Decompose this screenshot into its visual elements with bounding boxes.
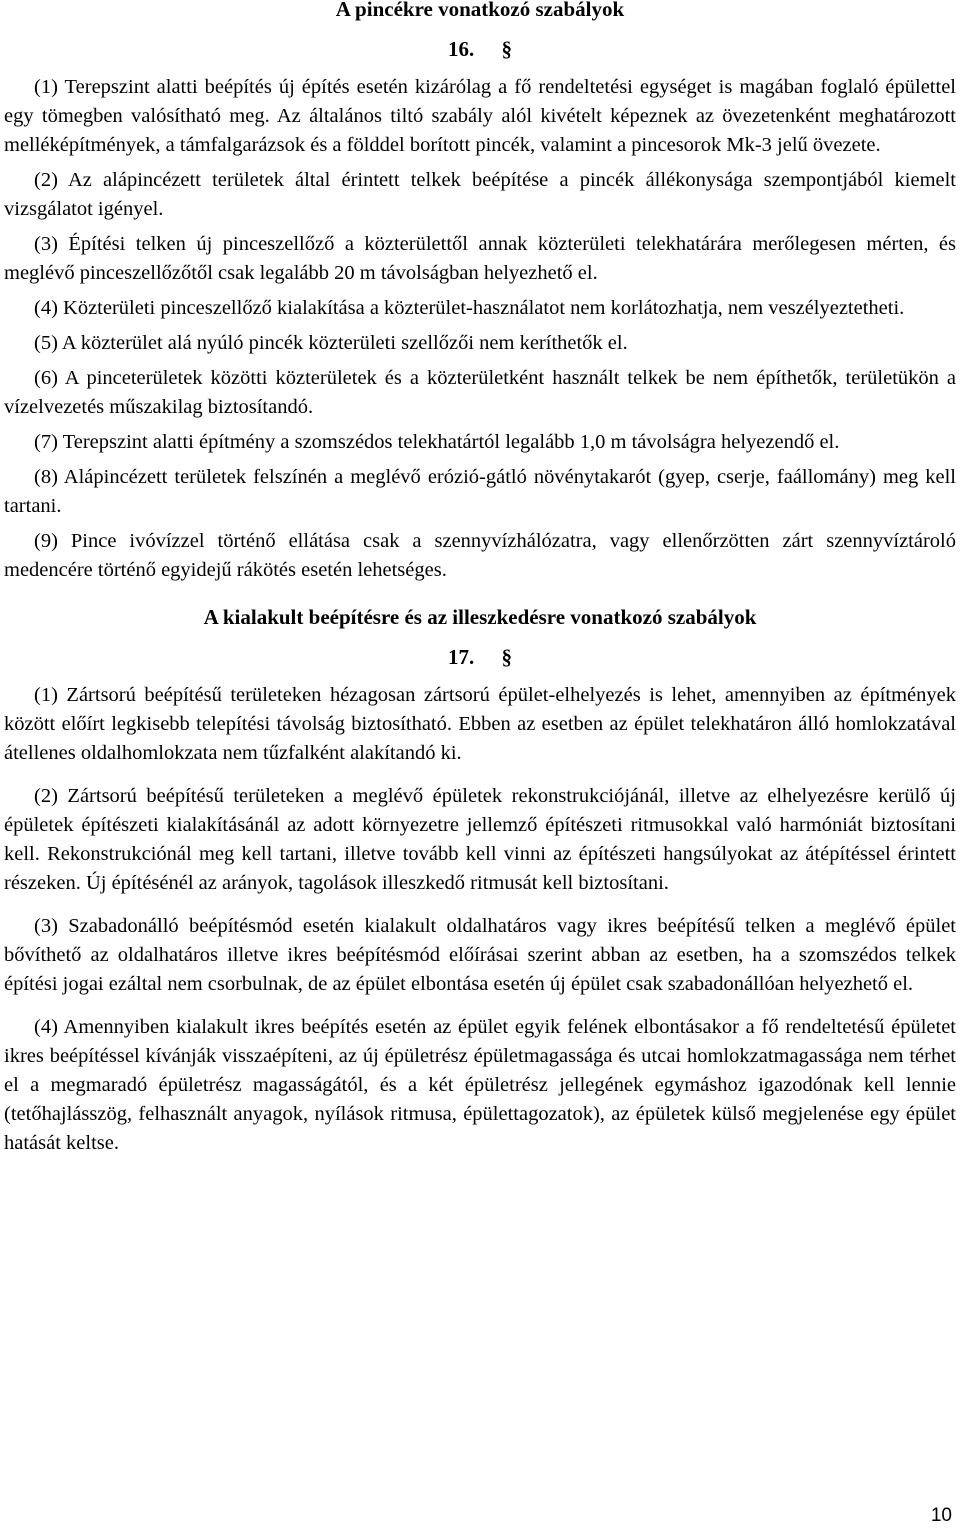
- section-16-title: A pincékre vonatkozó szabályok: [335, 0, 625, 21]
- section-17-body: [4, 681, 956, 1158]
- section-17-number: 17. §: [448, 645, 512, 669]
- paragraph-17-1: (1) Zártsorú beépítésű területeken hézagosan zártsorú épület-elhelyezés is lehet, amennyiben az építmények között előírt legkisebb telepítési távolság biztosítható. Ebben az esetben az épület telekhatáron álló homlokzatával átellenes oldalhomlokzata nem tűzfalként alakítandó ki.: [4, 684, 956, 764]
- paragraph-16-9: (9) Pince ivóvízzel történő ellátása csak a szennyvízhálózatra, vagy ellenőrzötten zárt szennyvíztároló medencére történő egyidejű rákötés esetén lehetséges.: [4, 530, 956, 581]
- paragraph-16-5: (5) A közterület alá nyúló pincék közterületi szellőzői nem keríthetők el.: [34, 332, 628, 354]
- section-16-body: [4, 73, 956, 585]
- paragraph-16-1: (1) Terepszint alatti beépítés új építés esetén kizárólag a fő rendeltetési egységet is magában foglaló épülettel egy tömegben valósítható meg. Az általános tiltó szabály alól kivételt képeznek az övezetenként meghatározott melléképítmények, a támfalgarázsok és a földdel borított pincék, valamint a pincesorok Mk-3 jelű övezete.: [4, 76, 956, 156]
- section-16-number: 16. §: [448, 37, 512, 61]
- paragraph-17-4: (4) Amennyiben kialakult ikres beépítés esetén az épület egyik felének elbontásakor a fő rendeltetésű épületet ikres beépítéssel kívánják visszaépíteni, az új épületrész épületmagassága és utcai homlokzatmagassága nem térhet el a megmaradó épületrész magasságától, és a két épületrész jellegének egymáshoz igazodónak kell lennie (tetőhajlásszög, felhasznált anyagok, nyílások ritmusa, épülettagozatok), az épületek külső megjelenése egy épület hatását keltse.: [4, 1016, 956, 1154]
- paragraph-16-3: (3) Építési telken új pinceszellőző a közterülettől annak közterületi telekhatárára merőlegesen mérten, és meglévő pinceszellőzőtől csak legalább 20 m távolságban helyezhető el.: [4, 233, 956, 284]
- paragraph-17-2: (2) Zártsorú beépítésű területeken a meglévő épületek rekonstrukciójánál, illetve az elhelyezésre kerülő új épületek építészeti kialakításánál az adott környezetre jellemző építészeti ritmusokkal való harmóniát biztosítani kell. Rekonstrukciónál meg kell tartani, illetve tovább kell vinni az építészeti hangsúlyokat az átépítéssel érintett részeken. Új építésénél az arányok, tagolások illeszkedő ritmusát kell biztosítani.: [4, 785, 956, 894]
- section-17-title: A kialakult beépítésre és az illeszkedésre vonatkozó szabályok: [203, 605, 757, 629]
- paragraph-16-2: (2) Az alápincézett területek által érintett telkek beépítése a pincék állékonysága szempontjából kiemelt vizsgálatot igényel.: [4, 169, 956, 220]
- paragraph-16-7: (7) Terepszint alatti építmény a szomszédos telekhatártól legalább 1,0 m távolságra helyezendő el.: [34, 431, 840, 453]
- paragraph-16-4: (4) Közterületi pinceszellőző kialakítása a közterület-használatot nem korlátozhatja, nem veszélyeztetheti.: [34, 297, 905, 319]
- paragraph-17-3: (3) Szabadonálló beépítésmód esetén kialakult oldalhatáros vagy ikres beépítésű telken a meglévő épület bővíthető az oldalhatáros illetve ikres beépítésmód előírásai szerint abban az esetben, ha a szomszédos telkek építési jogai ezáltal nem csorbulnak, de az épület elbontása esetén új épület csak szabadonállóan helyezhető el.: [4, 915, 956, 995]
- paragraph-16-8: (8) Alápincézett területek felszínén a meglévő erózió-gátló növénytakarót (gyep, cserje, faállomány) meg kell tartani.: [4, 466, 956, 517]
- paragraph-16-6: (6) A pinceterületek közötti közterületek és a közterületként használt telkek be nem építhetők, területükön a vízelvezetés műszakilag biztosítandó.: [4, 367, 956, 418]
- document-page: [4, 0, 956, 1158]
- page-number: 10: [930, 1505, 952, 1526]
